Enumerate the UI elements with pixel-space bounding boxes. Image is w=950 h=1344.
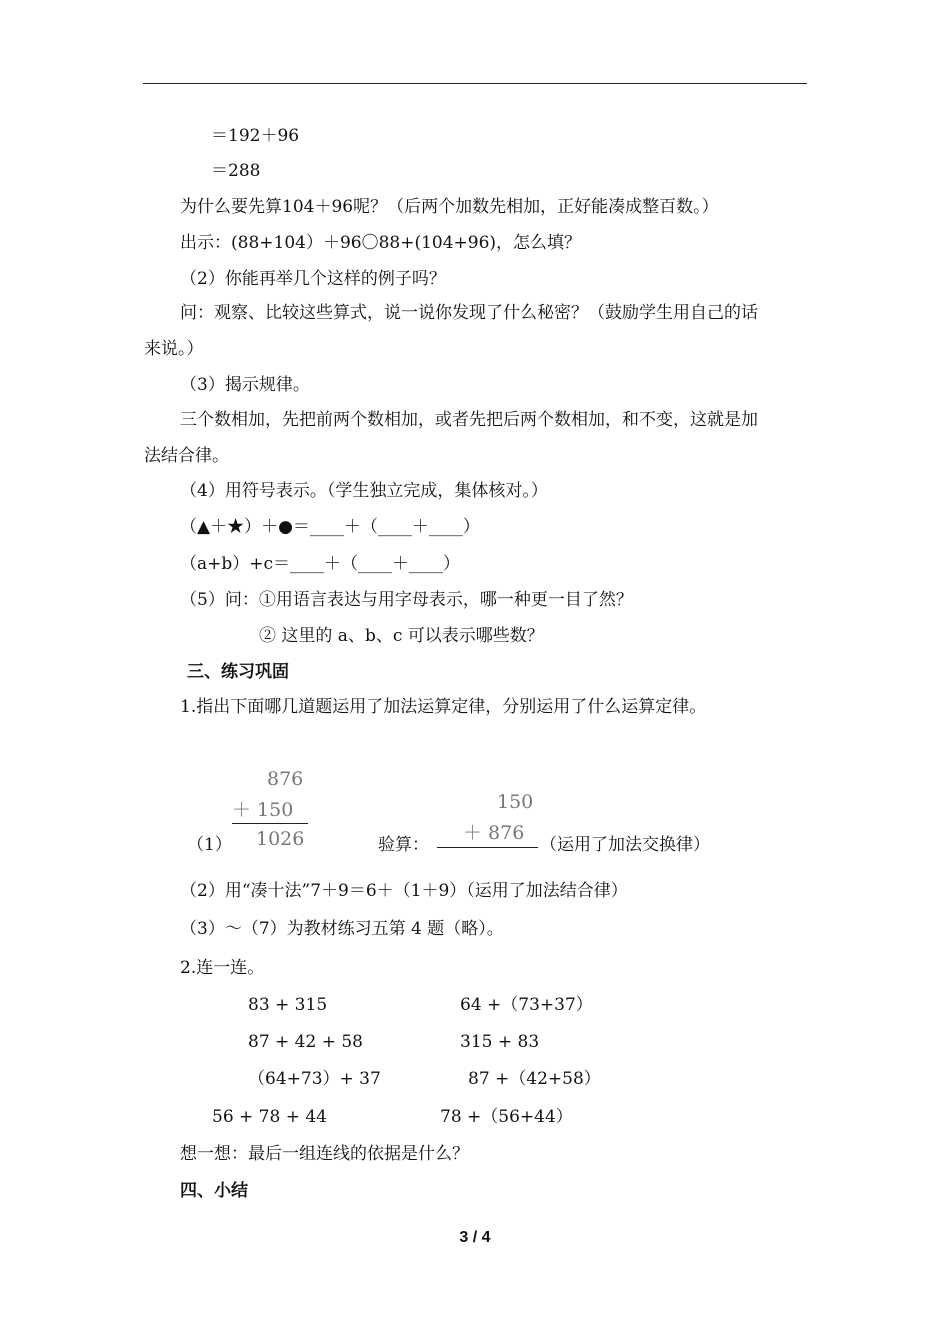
paragraph-why: 为什么要先算104＋96呢？（后两个加数先相加，正好能凑成整百数。） (180, 197, 719, 217)
calc1-top-number: 876 (267, 768, 304, 790)
paragraph-show: 出示：(88+104）＋96〇88+(104+96)，怎么填？ (180, 233, 582, 253)
match-right-item: 87 +（42+58） (468, 1069, 601, 1089)
paragraph-question: 问：观察、比较这些算式，说一说你发现了什么秘密？（鼓励学生用自己的话 (180, 303, 758, 323)
exercise-1-prompt: 1.指出下面哪几道题运用了加法运算定律，分别运用了什么运算定律。 (180, 697, 707, 717)
match-left-item: （64+73）+ 37 (248, 1069, 381, 1089)
calc1-result: 1026 (256, 828, 305, 850)
calc2-top-number: 150 (497, 791, 534, 813)
calc1-addend: ＋ 150 (232, 799, 294, 821)
verify-label: 验算： (378, 835, 429, 855)
paragraph-step-5: （5）问：①用语言表达与用字母表示，哪一种更一目了然？ (180, 590, 633, 610)
match-left-item: 87 + 42 + 58 (248, 1032, 363, 1052)
match-right-item: 315 + 83 (460, 1032, 540, 1052)
exercise-1-label: （1） (187, 835, 232, 855)
paragraph-step-4: （4）用符号表示。（学生独立完成，集体核对。） (180, 481, 548, 501)
page-number: 3 / 4 (459, 1229, 491, 1246)
exercise-2-prompt: 2.连一连。 (180, 958, 265, 978)
paragraph-step-2: （2）你能再举几个这样的例子吗？ (180, 269, 446, 289)
exercise-2-item: （2）用“凑十法”7＋9＝6＋（1＋9）（运用了加法结合律） (180, 881, 628, 901)
match-right-item: 78 +（56+44） (440, 1107, 573, 1127)
match-left-item: 83 + 315 (248, 995, 328, 1015)
section-heading-practice: 三、练习巩固 (187, 662, 289, 681)
paragraph-question-cont: 来说。） (144, 339, 204, 359)
equation-step-1: ＝192＋96 (211, 126, 300, 146)
think-question: 想一想：最后一组连线的依据是什么？ (180, 1144, 469, 1164)
match-left-item: 56 + 78 + 44 (212, 1107, 327, 1127)
calc2-note: （运用了加法交换律） (540, 835, 710, 855)
match-right-item: 64 +（73+37） (460, 995, 593, 1015)
paragraph-step-3: （3）揭示规律。 (180, 375, 310, 395)
paragraph-rule-cont: 法结合律。 (144, 446, 229, 466)
paragraph-rule: 三个数相加，先把前两个数相加，或者先把后两个数相加，和不变，这就是加 (180, 410, 758, 430)
calc1-sum-line (232, 823, 308, 824)
paragraph-step-5-sub: ② 这里的 a、b、c 可以表示哪些数？ (259, 626, 544, 646)
section-heading-summary: 四、小结 (180, 1181, 248, 1200)
calc2-sum-line (437, 847, 538, 848)
equation-step-2: ＝288 (211, 161, 261, 181)
calc2-addend: ＋ 876 (463, 822, 525, 844)
letter-formula: （a+b）+c＝____＋（____＋____） (180, 554, 461, 574)
header-rule (143, 83, 807, 84)
symbol-formula: （▲＋★）＋●＝____＋（____＋____） (180, 517, 480, 537)
exercise-3-item: （3）～（7）为教材练习五第 4 题（略）。 (180, 919, 504, 939)
